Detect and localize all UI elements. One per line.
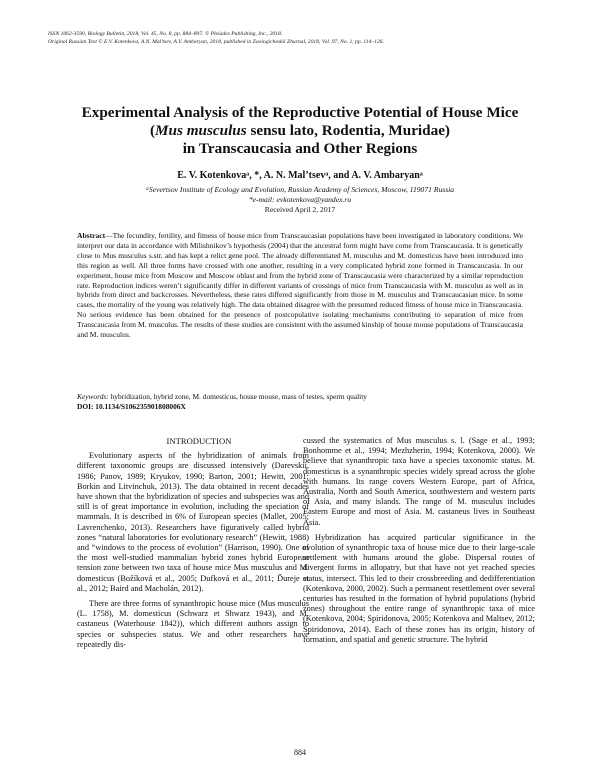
journal-header [48, 30, 384, 46]
title-paren: ( [149, 122, 156, 139]
keywords-text: hybridization, hybrid zone, M. domesticus, house mouse, mass of testes, sperm quality [108, 392, 367, 401]
article-title [40, 104, 560, 158]
received-date: Received April 2, 2017 [264, 205, 336, 214]
page-number: 884 [294, 748, 306, 757]
section-heading: INTRODUCTION [166, 436, 232, 446]
journal-header-line: Original Russian Text © E.V. Kotenkova, A.N. Mal’tsev, A.V. Ambaryan, 2018, published in Zoologicheskii Zhurnal, 2018, Vol. 97, No. 1, pp. 114–126. [48, 39, 384, 45]
title-line-1: Experimental Analysis of the Reproductive Potential of House Mice [81, 104, 519, 121]
paragraph: cussed the systematics of Mus musculus s. l. (Sage et al., 1993; Bonhomme et al., 1994; Mezhzherin, 1994; Kotenkova, 2000). We believe that synanthropic taxa have a species taxonomic status. M. domesticus is a synanthropic species widely spread across the globe with humans. Its range covers Western Europe, part of Africa, Australia, North and South America, southwestern and western parts of Asia, and many islands. The range of M. musculus includes Eastern Europe and most of Asia. M. castaneus lives in Southeast Asia. [303, 436, 535, 527]
abstract [77, 231, 523, 340]
email: *e-mail: evkotenkova@yandex.ru [248, 195, 352, 204]
right-column [303, 436, 535, 650]
institute: ᵃSevertsov Institute of Ecology and Evolution, Russian Academy of Sciences, Moscow, 119071 Russia [145, 185, 455, 194]
title-line-2-rest: sensu lato, Rodentia, Muridae) [246, 122, 450, 139]
keywords-label: Keywords: [77, 392, 109, 401]
paragraph: Hybridization has acquired particular significance in the evolution of synanthropic taxa of house mice due to their large-scale settlement with humans around the globe. Dispersal routes of divergent forms in allopatry, but that have not yet reached species status, intersect. This led to their crossbreeding and dedifferentiation (Kotenkova, 2000, 2002). Such a permanent resettlement over several centuries has resulted in the formation of hybrid populations (hybrid zones) throughout the entire range of synanthropic taxa of mice (Kotenkova, 2004; Spiridonova, 2005; Kotenkova and Maltsev, 2012; Spiridonova, 2014). Each of these zones has its origin, history of formation, and spatial and genetic structure. The hybrid [303, 532, 536, 644]
affiliation [40, 185, 560, 215]
title-line-2 [40, 122, 560, 140]
paragraph: There are three forms of synanthropic house mice (Mus musculus (L. 1758), M. domesticus (Schwarz et Shwarz 1943), and M. castaneus (Waterhouse 1842)), which different authors assign to species or subspecies status. We and other researchers have repeatedly dis- [77, 599, 309, 649]
journal-header-line: ISSN 1062-3590, Biology Bulletin, 2018, Vol. 45, No. 8, pp. 884–897. © Pleiades Publishing, Inc., 2018. [48, 31, 283, 37]
abstract-text: —The fecundity, fertility, and fitness of house mice from Transcaucasian populations have been investigated in laboratory conditions. We interpret our data in accordance with Milishnikov’s hypothesis (2004) that the ancestral form might have come from Transcaucasia. It is genetically close to Mus musculus s.str. and has kept a relict gene pool. The already differentiated M. musculus and M. domesticus have been introduced into this region as well. All three forms have crossed with one another, resulting in a very complicated hybrid zone formed in Transcaucasia. In our experiment, house mice from Moscow and Moscow oblast and from the hybrid zone of Transcaucasia were characterized by a similar reproduction rate. Reproduction indices weren’t significantly differ in different variants of crossings of mice from Transcaucasia with M. musculus as well as in hybrids from direct and backcrosses. Nevertheless, these rates differed significantly from those in M. musculus and Transcaucasian mice. In some cases, the mortality of the young was relatively high. The data obtained disagree with the presumed reduced fitness of house mice in Transcaucasia. No serious evidence has been obtained for the presence of postcopulative isolating mechanisms contributing to separation of mice from Transcaucasia from M. musculus. The results of these studies are consistent with the assumed kinship of house mouse populations of Transcaucasia and M. musculus. [77, 231, 523, 340]
title-species: Mus musculus [155, 122, 247, 139]
paragraph: Evolutionary aspects of the hybridization of animals from different taxonomic groups are discussed intensively (Darevskii, 1986; Panov, 1989; Kryukov, 1990; Barton, 2001; Hewitt, 2001; Borkin and Litvinchuk, 2013). The data obtained in recent decades have shown that the hybridization of species and subspecies was and still is of great importance in evolution, including the speciation of mammals. It is described in 6% of European species (Mallet, 2005; Lavrenchenko, 2013). Researchers have figuratively called hybrid zones “natural laboratories for evolutionary research” (Hewitt, 1988) and “windows to the process of evolution” (Harrison, 1990). One of the most well-studied mammalian hybrid zones hybrid European tension zone between two taxa of house mice Mus musculus and M. domesticus (Božíková et al., 2005; Dufková et al., 2011; Ďureje et al., 2012; Baird and Macholán, 2012). [77, 451, 309, 593]
authors: E. V. Kotenkovaᵃ, *, A. N. Mal’tsevᵃ, and A. V. Ambaryanᵃ [177, 170, 423, 181]
keywords [77, 392, 523, 412]
left-column [77, 436, 309, 655]
title-line-3: in Transcaucasia and Other Regions [182, 140, 418, 157]
abstract-label: Abstract [77, 231, 106, 240]
doi: DOI: 10.1134/S106235901808006X [77, 401, 186, 411]
